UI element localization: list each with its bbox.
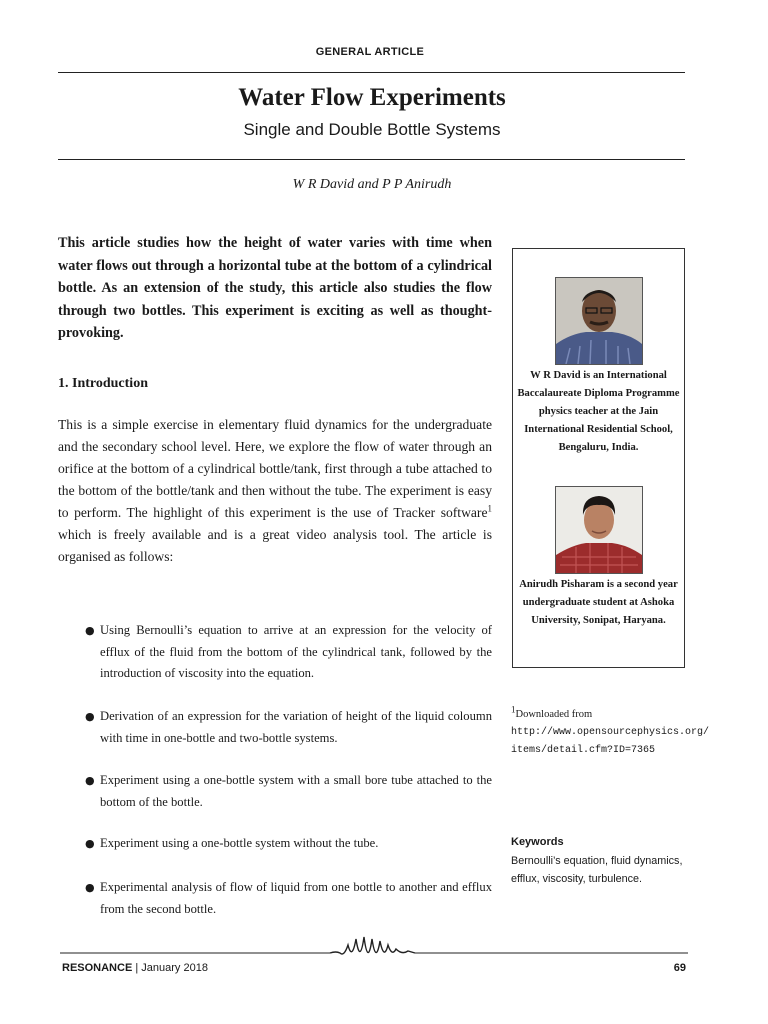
intro-text-b: which is freely available and is a great video analysis tool. The article is organised as follows:: [58, 527, 492, 564]
intro-text-a: This is a simple exercise in elementary fluid dynamics for the undergraduate and the secondary school level. Here, we explore the flow of water through an orifice at the bottom of a cylindrical bottle/tank, first through a tube attached to the bottom of the bottle/tank and then without the tube. The experiment is easy to perform. The highlight of this experiment is the use of Tracker software: [58, 417, 492, 520]
portrait-icon: [556, 487, 642, 573]
footnote-line: [511, 706, 726, 724]
list-item: Experiment using a one-bottle system without the tube.: [100, 836, 379, 850]
bullet-marker: ●: [85, 624, 95, 637]
running-head: GENERAL ARTICLE: [315, 46, 425, 58]
list-item: Experimental analysis of flow of liquid from one bottle to another and efflux from the second bottle.: [100, 880, 492, 916]
keywords-text: Bernoulli’s equation, fluid dynamics, efflux, viscosity, turbulence.: [511, 855, 683, 885]
intro-paragraph: [58, 414, 492, 568]
list-item: Using Bernoulli’s equation to arrive at an expression for the velocity of efflux of the fluid from the bottom of the cylindrical tank, followed by the introduction of viscosity into the equation.: [100, 623, 492, 680]
keywords-heading: Keywords: [511, 836, 564, 848]
page-number: 69: [673, 962, 686, 974]
bullet-marker: ●: [85, 710, 95, 723]
article-title: Water Flow Experiments: [238, 84, 506, 111]
portrait-icon: [556, 278, 642, 364]
footnote-url-1[interactable]: http://www.opensourcephysics.org/: [511, 727, 710, 738]
section-heading: 1. Introduction: [58, 376, 148, 391]
abstract: This article studies how the height of water varies with time when water flows out through a horizontal tube at the bottom of a cylindrical bottle. As an extension of the study, this article also studies the flow through two bottles. This experiment is exciting as well as thought-provoking.: [58, 235, 492, 341]
list-item: Derivation of an expression for the variation of height of the liquid coloumn with time in one-bottle and two-bottle systems.: [100, 709, 492, 745]
title-rule: [58, 159, 685, 160]
author-photo-david: [555, 277, 643, 365]
authors: W R David and P P Anirudh: [292, 177, 452, 192]
footnote-url-2[interactable]: items/detail.cfm?ID=7365: [511, 745, 656, 756]
bullet-marker: ●: [85, 837, 95, 850]
top-rule: [58, 72, 685, 73]
issue-date: January 2018: [141, 962, 208, 974]
footnote-marker: 1: [511, 704, 516, 715]
footnote-text: Downloaded from: [515, 709, 593, 720]
bio-david: W R David is an International Baccalaureate Diploma Programme physics teacher at the Jain International Residential School, Bengaluru, India.: [517, 370, 680, 453]
footnote-ref[interactable]: 1: [487, 503, 492, 514]
footer-separator: |: [132, 962, 142, 974]
article-subtitle: Single and Double Bottle Systems: [243, 120, 501, 139]
bio-anirudh: Anirudh Pisharam is a second year undergraduate student at Ashoka University, Sonipat, Haryana.: [519, 579, 678, 626]
footnote: [511, 706, 726, 760]
author-photo-anirudh: [555, 486, 643, 574]
bullet-marker: ●: [85, 881, 95, 894]
list-item: Experiment using a one-bottle system with a small bore tube attached to the bottom of the bottle.: [100, 773, 492, 809]
journal-name: RESONANCE: [62, 962, 133, 974]
bullet-marker: ●: [85, 774, 95, 787]
footer-journal: [62, 962, 208, 974]
footer-wave-ornament: [60, 935, 688, 959]
